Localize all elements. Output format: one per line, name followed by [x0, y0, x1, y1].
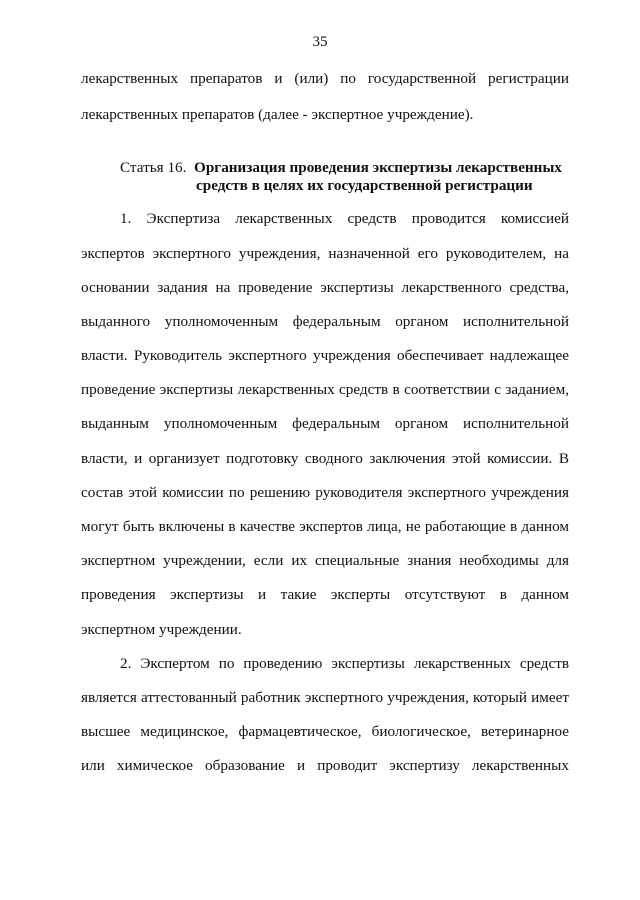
text-line: могут быть включены в качестве экспертов лица, не работающие в данном	[81, 518, 569, 535]
text-line: выданным уполномоченным федеральным органом исполнительной	[81, 415, 569, 432]
article-heading-line2	[196, 177, 533, 195]
text-line: экспертов экспертного учреждения, назначенной его руководителем, на	[81, 245, 569, 262]
text-line: власти. Руководитель экспертного учреждения обеспечивает надлежащее	[81, 347, 569, 364]
text-line: проведение экспертизы лекарственных средств в соответствии с заданием,	[81, 381, 569, 398]
text-line: или химическое образование и проводит экспертизу лекарственных	[81, 757, 569, 774]
text-line: экспертном учреждении, если их специальные знания необходимы для	[81, 552, 569, 569]
article-title-continued: средств в целях их государственной регистрации	[196, 177, 533, 194]
text-line: является аттестованный работник экспертного учреждения, который имеет	[81, 689, 569, 706]
text-line: 2. Экспертом по проведению экспертизы лекарственных средств	[120, 655, 569, 672]
text-line: основании задания на проведение экспертизы лекарственного средства,	[81, 279, 569, 296]
text-line: власти, и организует подготовку сводного заключения этой комиссии. В	[81, 450, 569, 467]
text-line: высшее медицинское, фармацевтическое, биологическое, ветеринарное	[81, 723, 569, 740]
text-line: лекарственных препаратов (далее - экспертное учреждение).	[81, 106, 474, 123]
text-line: экспертном учреждении.	[81, 621, 242, 638]
text-line: лекарственных препаратов и (или) по государственной регистрации	[81, 70, 569, 87]
article-title: Организация проведения экспертизы лекарственных	[194, 159, 562, 176]
text-line: 1. Экспертиза лекарственных средств проводится комиссией	[120, 210, 569, 227]
article-label: Статья 16.	[120, 159, 187, 176]
text-line: состав этой комиссии по решению руководителя экспертного учреждения	[81, 484, 569, 501]
text-line: выданного уполномоченным федеральным органом исполнительной	[81, 313, 569, 330]
article-heading	[120, 159, 562, 177]
text-line: проведения экспертизы и такие эксперты отсутствуют в данном	[81, 586, 569, 603]
page-number: 35	[312, 34, 328, 50]
